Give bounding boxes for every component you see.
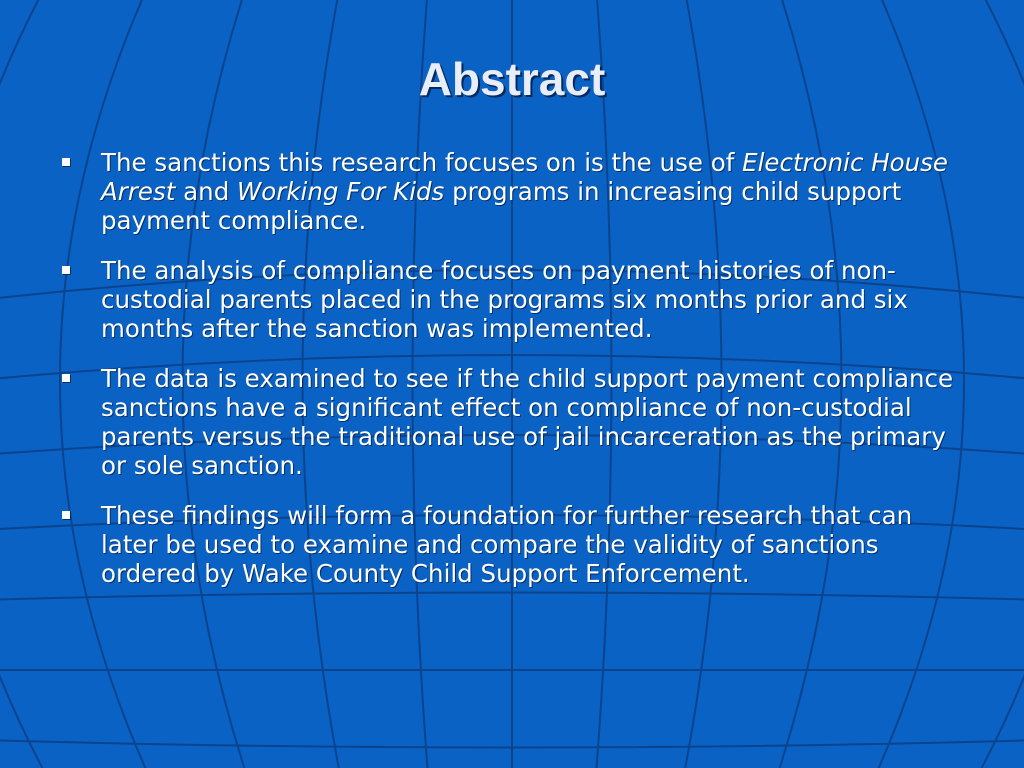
square-bullet-icon — [62, 158, 70, 166]
bullet-text: and — [175, 177, 238, 206]
program-name-working-for-kids: Working For Kids — [237, 177, 445, 206]
bullet-item — [62, 364, 962, 480]
bullet-text: These findings will form a foundation for further research that can later be used to examine and compare the validity of sanctions ordered by Wake County Child Support Enforcement. — [101, 501, 913, 588]
bullet-text: The analysis of compliance focuses on payment histories of non-custodial parents placed in the programs six months prior and six months after the sanction was implemented. — [101, 256, 908, 343]
bullet-text: The data is examined to see if the child support payment compliance sanctions have a significant effect on compliance of non-custodial parents versus the traditional use of jail incarceration as the primary or sole sanction. — [101, 364, 954, 480]
square-bullet-icon — [62, 374, 70, 382]
bullet-item — [62, 256, 962, 343]
bullet-item — [62, 501, 962, 588]
square-bullet-icon — [62, 266, 70, 274]
bullet-text: The sanctions this research focuses on is the use of — [101, 148, 743, 177]
bullet-text: programs in increasing child support payment compliance. — [101, 177, 902, 235]
bullet-item — [62, 148, 962, 235]
program-name-electronic-house-arrest: Electronic House Arrest — [101, 148, 948, 206]
bullet-list — [62, 148, 962, 609]
slide-title: Abstract — [418, 53, 606, 105]
square-bullet-icon — [62, 511, 70, 519]
